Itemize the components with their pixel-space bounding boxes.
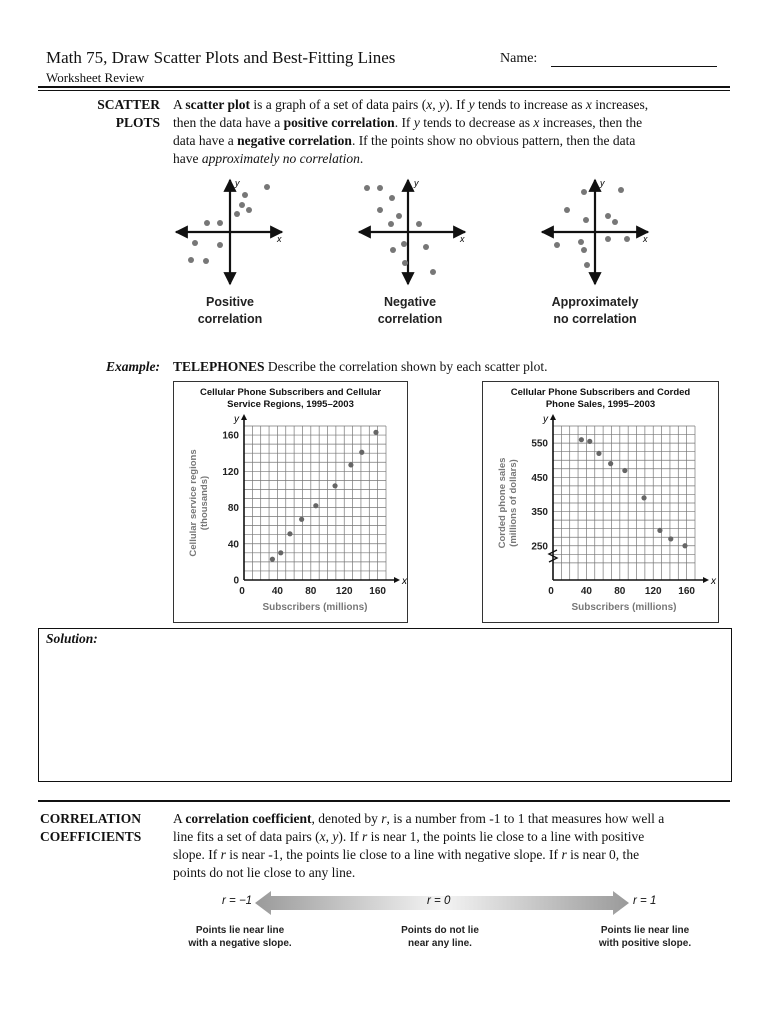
header-rule-thick — [38, 86, 730, 88]
axis-x-label: x — [277, 234, 282, 244]
data-point — [608, 461, 613, 466]
data-point — [587, 439, 592, 444]
no-correlation-diagram — [542, 178, 648, 284]
x-tick-label: 120 — [644, 586, 662, 597]
data-point — [682, 543, 687, 548]
chart1-title: Cellular Phone Subscribers and Cellular Service Regions, 1995–2003 — [199, 387, 382, 410]
data-point — [579, 437, 584, 442]
y-tick-label: 550 — [531, 438, 548, 450]
chart1-plot — [174, 414, 407, 622]
desc-zero: Points do not lie near any line. — [401, 925, 479, 949]
y-tick-label: 80 — [227, 503, 239, 515]
y-axis-label-units: (millions of dollars) — [508, 459, 519, 547]
y-axis-label: Cellular service regions — [188, 449, 199, 557]
x-tick-label: 40 — [271, 586, 283, 597]
x-axis-arrow — [394, 577, 400, 583]
desc-positive: Points lie near line with positive slope. — [598, 925, 692, 949]
y-tick-label: 450 — [531, 472, 548, 484]
desc-negative: Points lie near line with a negative slope. — [188, 925, 292, 949]
data-point — [373, 430, 378, 435]
y-axis-arrow — [241, 414, 247, 420]
y-tick-label: 0 — [233, 575, 239, 587]
svg-text:y: y — [414, 178, 419, 188]
section-rule — [38, 800, 730, 802]
svg-text:x: x — [643, 234, 648, 244]
y-axis-label-units: (thousands) — [199, 475, 210, 531]
correlation-definition: A correlation coefficient, denoted by r, is a number from -1 to 1 that measures how well a line fits a set of data pairs (x, y). If r is near 1, the points lie close to a line with positive slope. If r is near -1, the points lie close to a line with negative slope. If r is near 0, the points do not lie close to any line. — [173, 811, 665, 880]
y-axis-letter: y — [234, 414, 239, 425]
data-point — [641, 495, 646, 500]
chart2-title: Cellular Phone Subscribers and Corded Phone Sales, 1995–2003 — [510, 387, 691, 410]
grid — [244, 426, 386, 580]
data-point — [348, 462, 353, 467]
data-point — [668, 536, 673, 541]
x-tick-label: 80 — [614, 586, 626, 597]
data-point — [622, 468, 627, 473]
x-tick-label: 120 — [335, 586, 353, 597]
y-tick-label: 40 — [227, 539, 239, 551]
correlation-type-diagrams — [170, 172, 670, 290]
positive-correlation-diagram — [176, 178, 282, 284]
data-point — [596, 451, 601, 456]
negative-correlation-diagram — [359, 178, 465, 284]
worksheet-subtitle: Worksheet Review — [46, 70, 145, 85]
x-tick-label: 0 — [239, 586, 245, 597]
y-tick-label: 350 — [531, 507, 548, 519]
r-zero-label: r = 0 — [427, 895, 451, 907]
example-label: Example: — [106, 359, 160, 374]
caption-no-correlation: Approximately no correlation — [551, 295, 639, 326]
x-axis-label: Subscribers (millions) — [262, 602, 368, 613]
x-tick-label: 160 — [678, 586, 695, 597]
y-axis-letter: y — [543, 414, 548, 425]
chart-corded-sales — [482, 381, 719, 623]
data-point — [299, 517, 304, 522]
data-point — [313, 503, 318, 508]
y-tick-label: 250 — [531, 541, 548, 553]
x-axis-label: Subscribers (millions) — [571, 602, 677, 613]
y-axis-arrow — [550, 414, 556, 420]
x-tick-label: 80 — [305, 586, 317, 597]
axis-break-mark — [549, 550, 557, 562]
r-minus-one-label: r = −1 — [222, 895, 253, 907]
data-point — [287, 531, 292, 536]
data-point — [359, 450, 364, 455]
chart2-plot — [483, 414, 718, 622]
y-axis-label: Corded phone sales — [497, 457, 508, 549]
solution-label: Solution: — [46, 631, 98, 646]
data-point — [270, 557, 275, 562]
x-tick-label: 40 — [580, 586, 592, 597]
scatter-definition: A scatter plot is a graph of a set of data pairs (x, y). If y tends to increase as x increases, then the data have a positive correlation. If y tends to decrease as x increases, then the data have a negative correlation. If the points show no obvious pattern, then the data have approximately no correlation. — [173, 97, 649, 166]
x-axis-letter: x — [711, 576, 716, 587]
y-tick-label: 120 — [222, 466, 239, 478]
solution-box[interactable] — [38, 628, 732, 782]
data-point — [657, 528, 662, 533]
r-one-label: r = 1 — [633, 895, 657, 907]
x-tick-label: 160 — [369, 586, 386, 597]
data-point — [278, 550, 283, 555]
caption-positive: Positive correlation — [197, 295, 263, 326]
section-label-correlation: CORRELATION COEFFICIENTS — [40, 811, 142, 844]
example-prompt: TELEPHONES Describe the correlation shown by each scatter plot. — [173, 359, 548, 374]
header-rule-thin — [38, 90, 730, 91]
caption-negative: Negative correlation — [377, 295, 443, 326]
x-axis-arrow — [703, 577, 709, 583]
svg-text:x: x — [460, 234, 465, 244]
data-point — [332, 483, 337, 488]
section-label-scatter: SCATTER PLOTS — [97, 97, 160, 130]
svg-text:y: y — [600, 178, 605, 188]
x-axis-letter: x — [402, 576, 407, 587]
axis-y-label: y — [235, 178, 240, 188]
name-label: Name: — [500, 51, 538, 66]
grid — [553, 426, 695, 580]
x-tick-label: 0 — [548, 586, 554, 597]
y-tick-label: 160 — [222, 430, 239, 442]
chart-service-regions — [173, 381, 408, 623]
name-blank-line[interactable] — [551, 66, 717, 67]
worksheet-title: Math 75, Draw Scatter Plots and Best-Fitting Lines — [46, 48, 396, 67]
